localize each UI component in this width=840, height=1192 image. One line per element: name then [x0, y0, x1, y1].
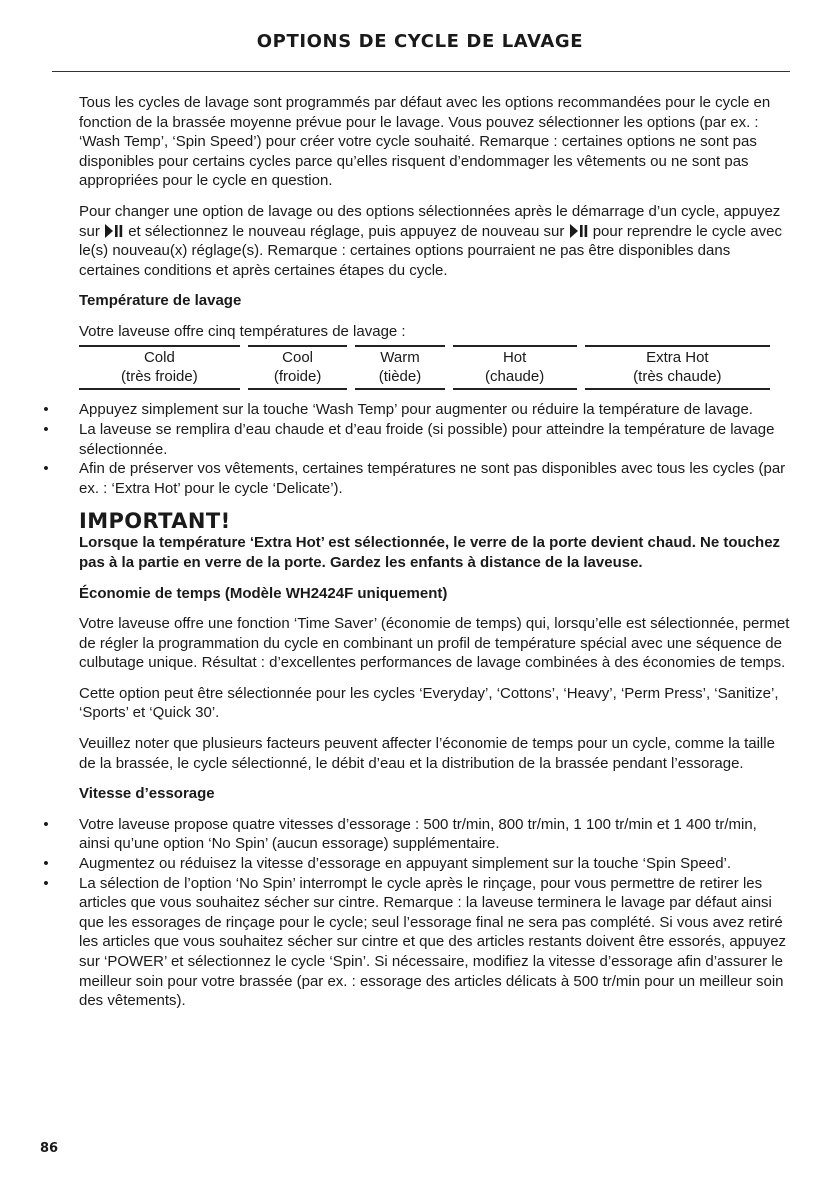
change-option-text-2: et sélectionnez le nouveau réglage, puis appuyez de nouveau sur [128, 222, 565, 240]
temp-cell-warm [355, 345, 444, 391]
temp-name: Cold [143, 348, 175, 366]
list-item-text: Afin de préserver vos vêtements, certaines températures ne sont pas disponibles avec tous les cycles (par ex. : ‘Extra Hot’ pour le cycle ‘Delicate’). [79, 460, 786, 497]
list-item-text: La laveuse se remplira d’eau chaude et d’eau froide (si possible) pour atteindre la température de lavage sélectionnée. [79, 420, 775, 458]
wash-temp-heading: Température de lavage [79, 292, 242, 310]
wash-temp-table [71, 345, 778, 391]
wash-temp-lead: Votre laveuse offre cinq températures de lavage : [79, 322, 406, 340]
list-item [43, 815, 791, 854]
time-saver-paragraph-2: Cette option peut être sélectionnée pour les cycles ‘Everyday’, ‘Cottons’, ‘Heavy’, ‘Perm Press’, ‘Sanitize’, ‘Sports’ et ‘Quick 30’. [79, 684, 779, 722]
temp-cell-extra-hot [585, 345, 770, 391]
spin-speed-bullets [43, 815, 791, 1011]
bullet-icon: • [43, 874, 49, 892]
temp-name: Hot [502, 348, 527, 366]
list-item [43, 874, 791, 1011]
temp-fr: (très froide) [121, 367, 198, 385]
temp-fr: (froide) [273, 367, 322, 385]
list-item [43, 854, 791, 874]
bullet-icon: • [43, 401, 49, 419]
temp-cell-cool [248, 345, 348, 391]
bullet-icon: • [43, 855, 49, 873]
time-saver-heading: Économie de temps (Modèle WH2424F uniquement) [79, 584, 448, 602]
time-saver-paragraph-3: Veuillez noter que plusieurs facteurs peuvent affecter l’économie de temps pour un cycle, comme la taille de la brassée, le cycle sélectionné, le débit d’eau et la distribution de la brassée pendant l’essorage. [79, 735, 775, 772]
list-item [43, 400, 791, 420]
temp-fr: (tiède) [378, 367, 422, 385]
temp-cell-hot [453, 345, 577, 391]
page-content [43, 93, 791, 1022]
page-title: OPTIONS DE CYCLE DE LAVAGE [256, 31, 584, 52]
list-item-text: Augmentez ou réduisez la vitesse d’essorage en appuyant simplement sur la touche ‘Spin Speed’. [79, 855, 732, 873]
change-option-text-1: Pour changer une option de lavage ou des options sélectionnées après le démarrage d’un cycle, appuyez sur [79, 202, 781, 240]
spin-speed-heading: Vitesse d’essorage [79, 785, 215, 803]
change-option-text-3: pour reprendre le cycle avec le(s) nouveau(x) réglage(s). Remarque : certaines options pourraient ne pas être disponibles dans certaines conditions et après certaines étapes du cycle. [79, 222, 782, 279]
play-pause-icon [569, 224, 589, 238]
list-item-text: Appuyez simplement sur la touche ‘Wash Temp’ pour augmenter ou réduire la température de lavage. [79, 401, 753, 419]
wash-temp-bullets [43, 400, 791, 498]
important-warning: Lorsque la température ‘Extra Hot’ est sélectionnée, le verre de la porte devient chaud. Ne touchez pas à la partie en verre de la porte. Gardez les enfants à distance de la laveuse. [79, 534, 781, 571]
list-item [43, 459, 791, 498]
header-divider [52, 71, 790, 72]
bullet-icon: • [43, 815, 49, 833]
temp-name: Cool [282, 348, 314, 366]
change-option-paragraph [79, 202, 791, 280]
temp-fr: (très chaude) [633, 367, 722, 385]
wash-temp-row [79, 345, 770, 391]
temp-fr: (chaude) [485, 367, 545, 385]
list-item-text: Votre laveuse propose quatre vitesses d’essorage : 500 tr/min, 800 tr/min, 1 100 tr/min et 1 400 tr/min, ainsi qu’une option ‘No Spin’ (aucun essorage) supplémentaire. [79, 815, 757, 853]
temp-name: Extra Hot [646, 348, 709, 366]
temp-cell-cold [79, 345, 240, 391]
intro-paragraph: Tous les cycles de lavage sont programmés par défaut avec les options recommandées pour le cycle en fonction de la brassée moyenne prévue pour le lavage. Vous pouvez sélectionner les options (par ex. : ‘Wash Temp’, ‘Spin Speed’) pour créer votre cycle souhaité. Remarque : certaines options ne sont pas disponibles pour certains cycles parce qu’elles risquent d’endommager les vêtements ou ne sont pas appropriées pour le cycle en question. [79, 94, 771, 190]
time-saver-paragraph-1: Votre laveuse offre une fonction ‘Time Saver’ (économie de temps) qui, lorsqu’elle est sélectionnée, permet de régler la programmation du cycle en combinant un profil de température spécial avec une séquence de culbutage unique. Résultat : d’excellentes performances de lavage combinées à des économies de temps. [79, 615, 790, 672]
list-item-text: La sélection de l’option ‘No Spin’ interrompt le cycle après le rinçage, pour vous permettre de retirer les articles que vous souhaitez sécher sur cintre. Remarque : la laveuse terminera le lavage par défaut ainsi que les essorages de rinçage pour le cycle; seul l’essorage final ne sera pas complété. Si vous avez retiré les articles que vous souhaitez sécher sur cintre et que des articles restants doivent être essorés, appuyez sur ‘POWER’ et sélectionnez le cycle ‘Spin’. Si nécessaire, modifiez la vitesse d’essorage afin d’assurer le meilleur soin pour votre brassée (par ex. : essorage des articles délicats à 500 tr/min pour un meilleur soin des vêtements). [79, 874, 787, 1010]
play-pause-icon [104, 224, 124, 238]
bullet-icon: • [43, 420, 49, 438]
page-number: 86 [40, 1141, 59, 1156]
bullet-icon: • [43, 460, 49, 478]
list-item [43, 420, 791, 459]
temp-name: Warm [380, 348, 420, 366]
important-title: IMPORTANT! [79, 509, 231, 534]
